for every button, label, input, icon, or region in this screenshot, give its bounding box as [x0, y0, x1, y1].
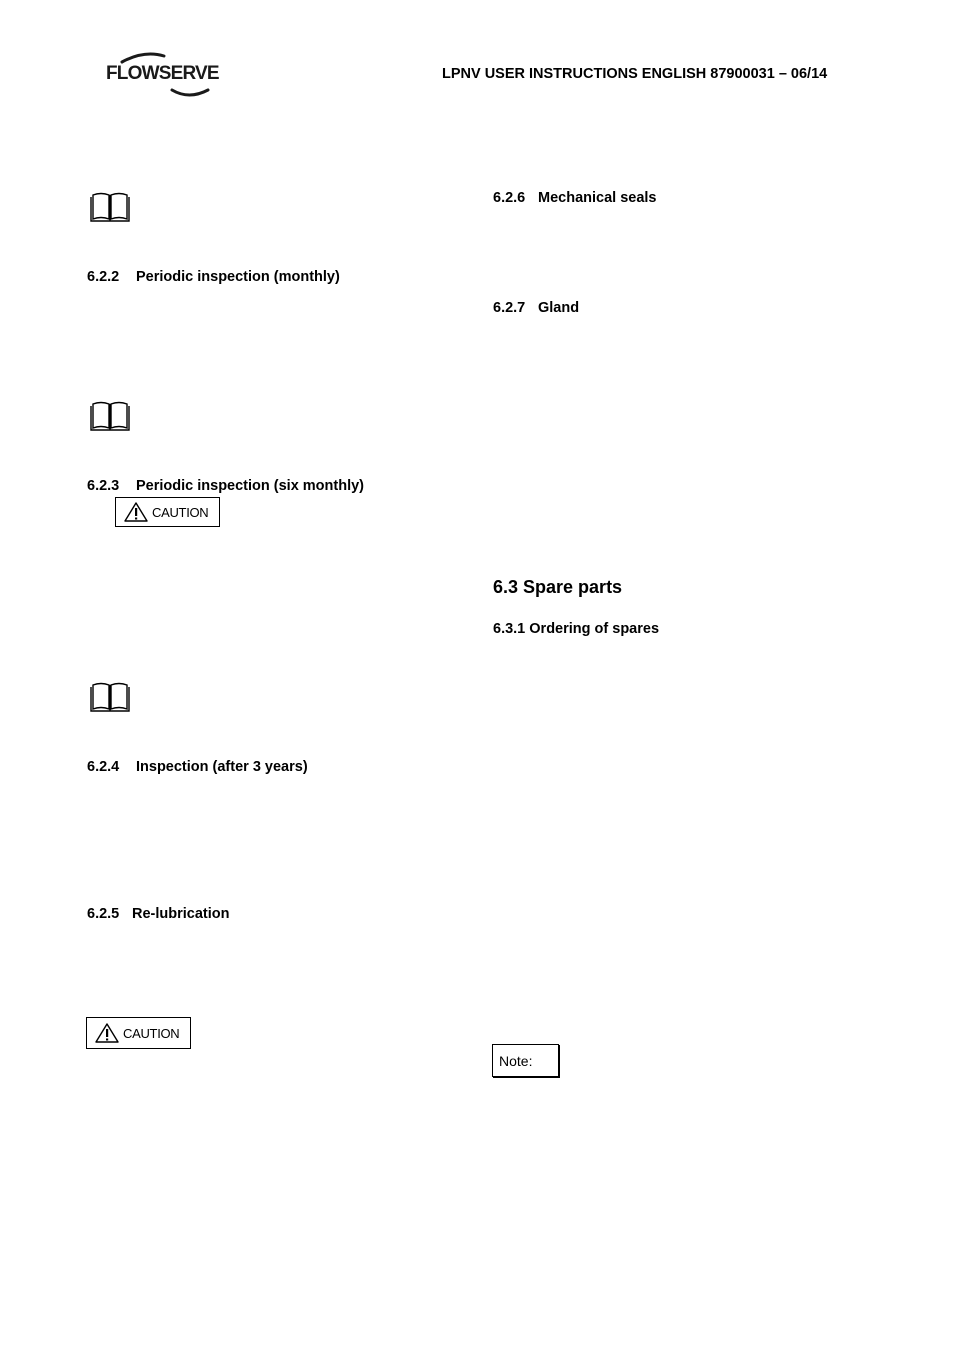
logo-text: FLOWSERVE: [106, 63, 219, 84]
section-number: 6.2.2: [87, 269, 120, 285]
note-box: [492, 1044, 559, 1077]
book-icon: [88, 191, 132, 225]
section-title: Periodic inspection (monthly): [136, 269, 340, 285]
section-number: 6.2.3: [87, 478, 120, 494]
section-6-2-3-heading: [87, 478, 364, 494]
caution-symbol: [86, 1017, 191, 1049]
section-title: Inspection (after 3 years): [136, 759, 308, 775]
section-6-2-4-heading: [87, 759, 308, 775]
section-title: Mechanical seals: [538, 190, 657, 206]
section-6-3-1-heading: 6.3.1 Ordering of spares: [493, 621, 660, 637]
section-title: Gland: [538, 300, 580, 316]
section-6-2-2-heading: [87, 269, 340, 285]
flowserve-logo: [104, 50, 218, 100]
section-number: 6.2.4: [87, 759, 120, 775]
section-number: 6.2.6: [493, 190, 526, 206]
warning-triangle-icon: [95, 1023, 119, 1043]
section-6-2-5-heading: [87, 906, 229, 922]
document-title: LPNV USER INSTRUCTIONS ENGLISH 87900031 – 06/14: [442, 66, 828, 82]
section-6-2-6-heading: [493, 190, 657, 206]
section-6-2-7-heading: [493, 300, 579, 316]
note-label: Note:: [499, 1052, 533, 1069]
section-number: 6.2.7: [493, 300, 526, 316]
caution-label: CAUTION: [152, 504, 209, 520]
section-number: 6.2.5: [87, 906, 120, 922]
warning-triangle-icon: [124, 502, 148, 522]
book-icon: [88, 681, 132, 715]
section-title: Periodic inspection (six monthly): [136, 478, 365, 494]
caution-symbol: [115, 497, 220, 527]
section-title: Re-lubrication: [132, 906, 230, 922]
section-6-3-heading: 6.3 Spare parts: [493, 577, 623, 597]
book-icon: [88, 400, 132, 434]
caution-label: CAUTION: [123, 1025, 180, 1041]
